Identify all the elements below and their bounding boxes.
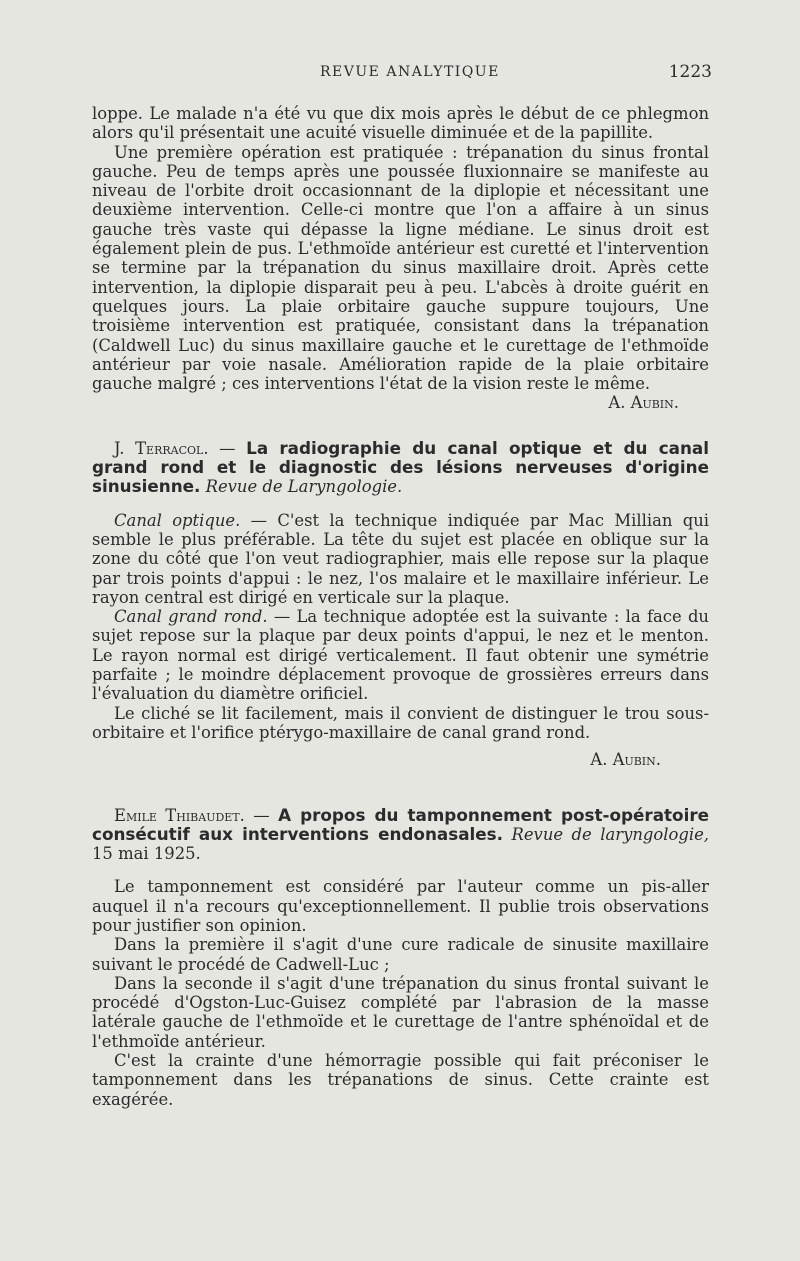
- paragraph: Dans la première il s'agit d'une cure radicale de sinusite maxillaire suivant le procédé de Cadwell-Luc ;: [92, 935, 709, 974]
- page-header: [92, 62, 712, 88]
- paragraph-text: Une première opération est pratiquée : trépanation du sinus frontal gauche. Peu de temps après une poussée fluxionnaire se manifeste au niveau de l'orbite droit occasionnant de la diplopie et nécessitant une deuxième intervention. Celle-ci montre que l'on a affaire à un sinus gauche très vaste qui dépasse la ligne médiane. Le sinus droit est également plein de pus. L'ethmoïde antérieur est curetté et l'intervention se termine par la trépanation du sinus maxillaire droit. Après cette intervention, la diplopie disparait peu à peu. L'abcès à droite guérit en quelques jours. La plaie orbitaire gauche suppure toujours, Une troisième intervention est pratiquée, consistant dans la trépanation (Caldwell Luc) du sinus maxillaire gauche et le curettage de l'ethmoïde antérieur par voie nasale. Amélioration rapide de la plaie orbitaire gauche malgré ; ces interventions l'état de la vision reste le même.: [92, 142, 709, 394]
- review-signature-row: [92, 750, 709, 769]
- paragraph: [92, 143, 709, 394]
- page-number: 1223: [668, 62, 712, 82]
- paragraph: C'est la crainte d'une hémorragie possible qui fait préconiser le tamponnement dans les trépanations de sinus. Cette crainte est exagérée.: [92, 1051, 709, 1109]
- paragraph-text: — C'est la technique indiquée par Mac Millian qui semble le plus préférable. La tête du sujet est placée en oblique sur la zone du côté que l'on veut radiographier, mais elle repose sur la plaque par trois points d'appui : le nez, l'os malaire et le maxillaire inférieur. Le rayon central est dirigé en verticale sur la plaque.: [92, 510, 709, 607]
- article-author: J. Terracol.: [114, 438, 209, 458]
- section-gap: [92, 770, 709, 806]
- article-citation: [92, 439, 709, 497]
- reviewer-signature: A. Aubin.: [608, 393, 679, 413]
- reviewer-signature: A. Aubin.: [590, 750, 661, 770]
- journal-name: Revue de laryngologie,: [511, 824, 710, 844]
- section-gap: [92, 497, 709, 511]
- subheading: Canal grand rond.: [114, 607, 268, 627]
- paragraph: [92, 607, 709, 703]
- publication-date: 15 mai 1925.: [92, 844, 201, 864]
- article-author: Emile Thibaudet.: [114, 805, 245, 825]
- running-title: REVUE ANALYTIQUE: [320, 64, 500, 80]
- journal-name: Revue de Laryngologie.: [205, 477, 403, 497]
- citation-dash: —: [244, 805, 279, 825]
- section-gap: [92, 413, 709, 439]
- subheading: Canal optique.: [114, 510, 241, 530]
- review-signature-row: [92, 393, 709, 412]
- paragraph: Le tamponnement est considéré par l'auteur comme un pis-aller auquel il n'a recours qu'exceptionnellement. Il publie trois observations pour justifier son opinion.: [92, 877, 709, 935]
- paragraph: [92, 511, 709, 607]
- article-citation: [92, 806, 709, 864]
- body-text: [92, 104, 709, 1109]
- paragraph: Dans la seconde il s'agit d'une trépanation du sinus frontal suivant le procédé d'Ogston-Luc-Guisez complété par l'abrasion de la masse latérale gauche de l'ethmoïde et le curettage de l'antre sphénoïdal et de l'ethmoïde antérieur.: [92, 973, 709, 1051]
- paragraph: Le cliché se lit facilement, mais il convient de distinguer le trou sous-orbitaire et l'orifice ptérygo-maxillaire de canal grand rond.: [92, 703, 709, 742]
- paragraph-text: — La technique adoptée est la suivante : la face du sujet repose sur la plaque par deux points d'appui, le nez et le menton. Le rayon normal est dirigé verticalement. Il faut obtenir une symétrie parfaite ; le moindre déplacement provoque de grossières erreurs dans l'évaluation du diamètre orificiel.: [92, 607, 709, 704]
- article-title: La radiographie du canal optique et du canal grand rond et le diagnostic des lésions nerveuses d'origine sinusienne.: [92, 437, 710, 497]
- section-gap: [92, 863, 709, 877]
- article-title: A propos du tamponnement post-opératoire consécutif aux interventions endonasales.: [92, 804, 709, 844]
- citation-dash: —: [208, 438, 247, 458]
- paragraph: loppe. Le malade n'a été vu que dix mois après le début de ce phlegmon alors qu'il présentait une acuité visuelle diminuée et de la papillite.: [92, 104, 709, 143]
